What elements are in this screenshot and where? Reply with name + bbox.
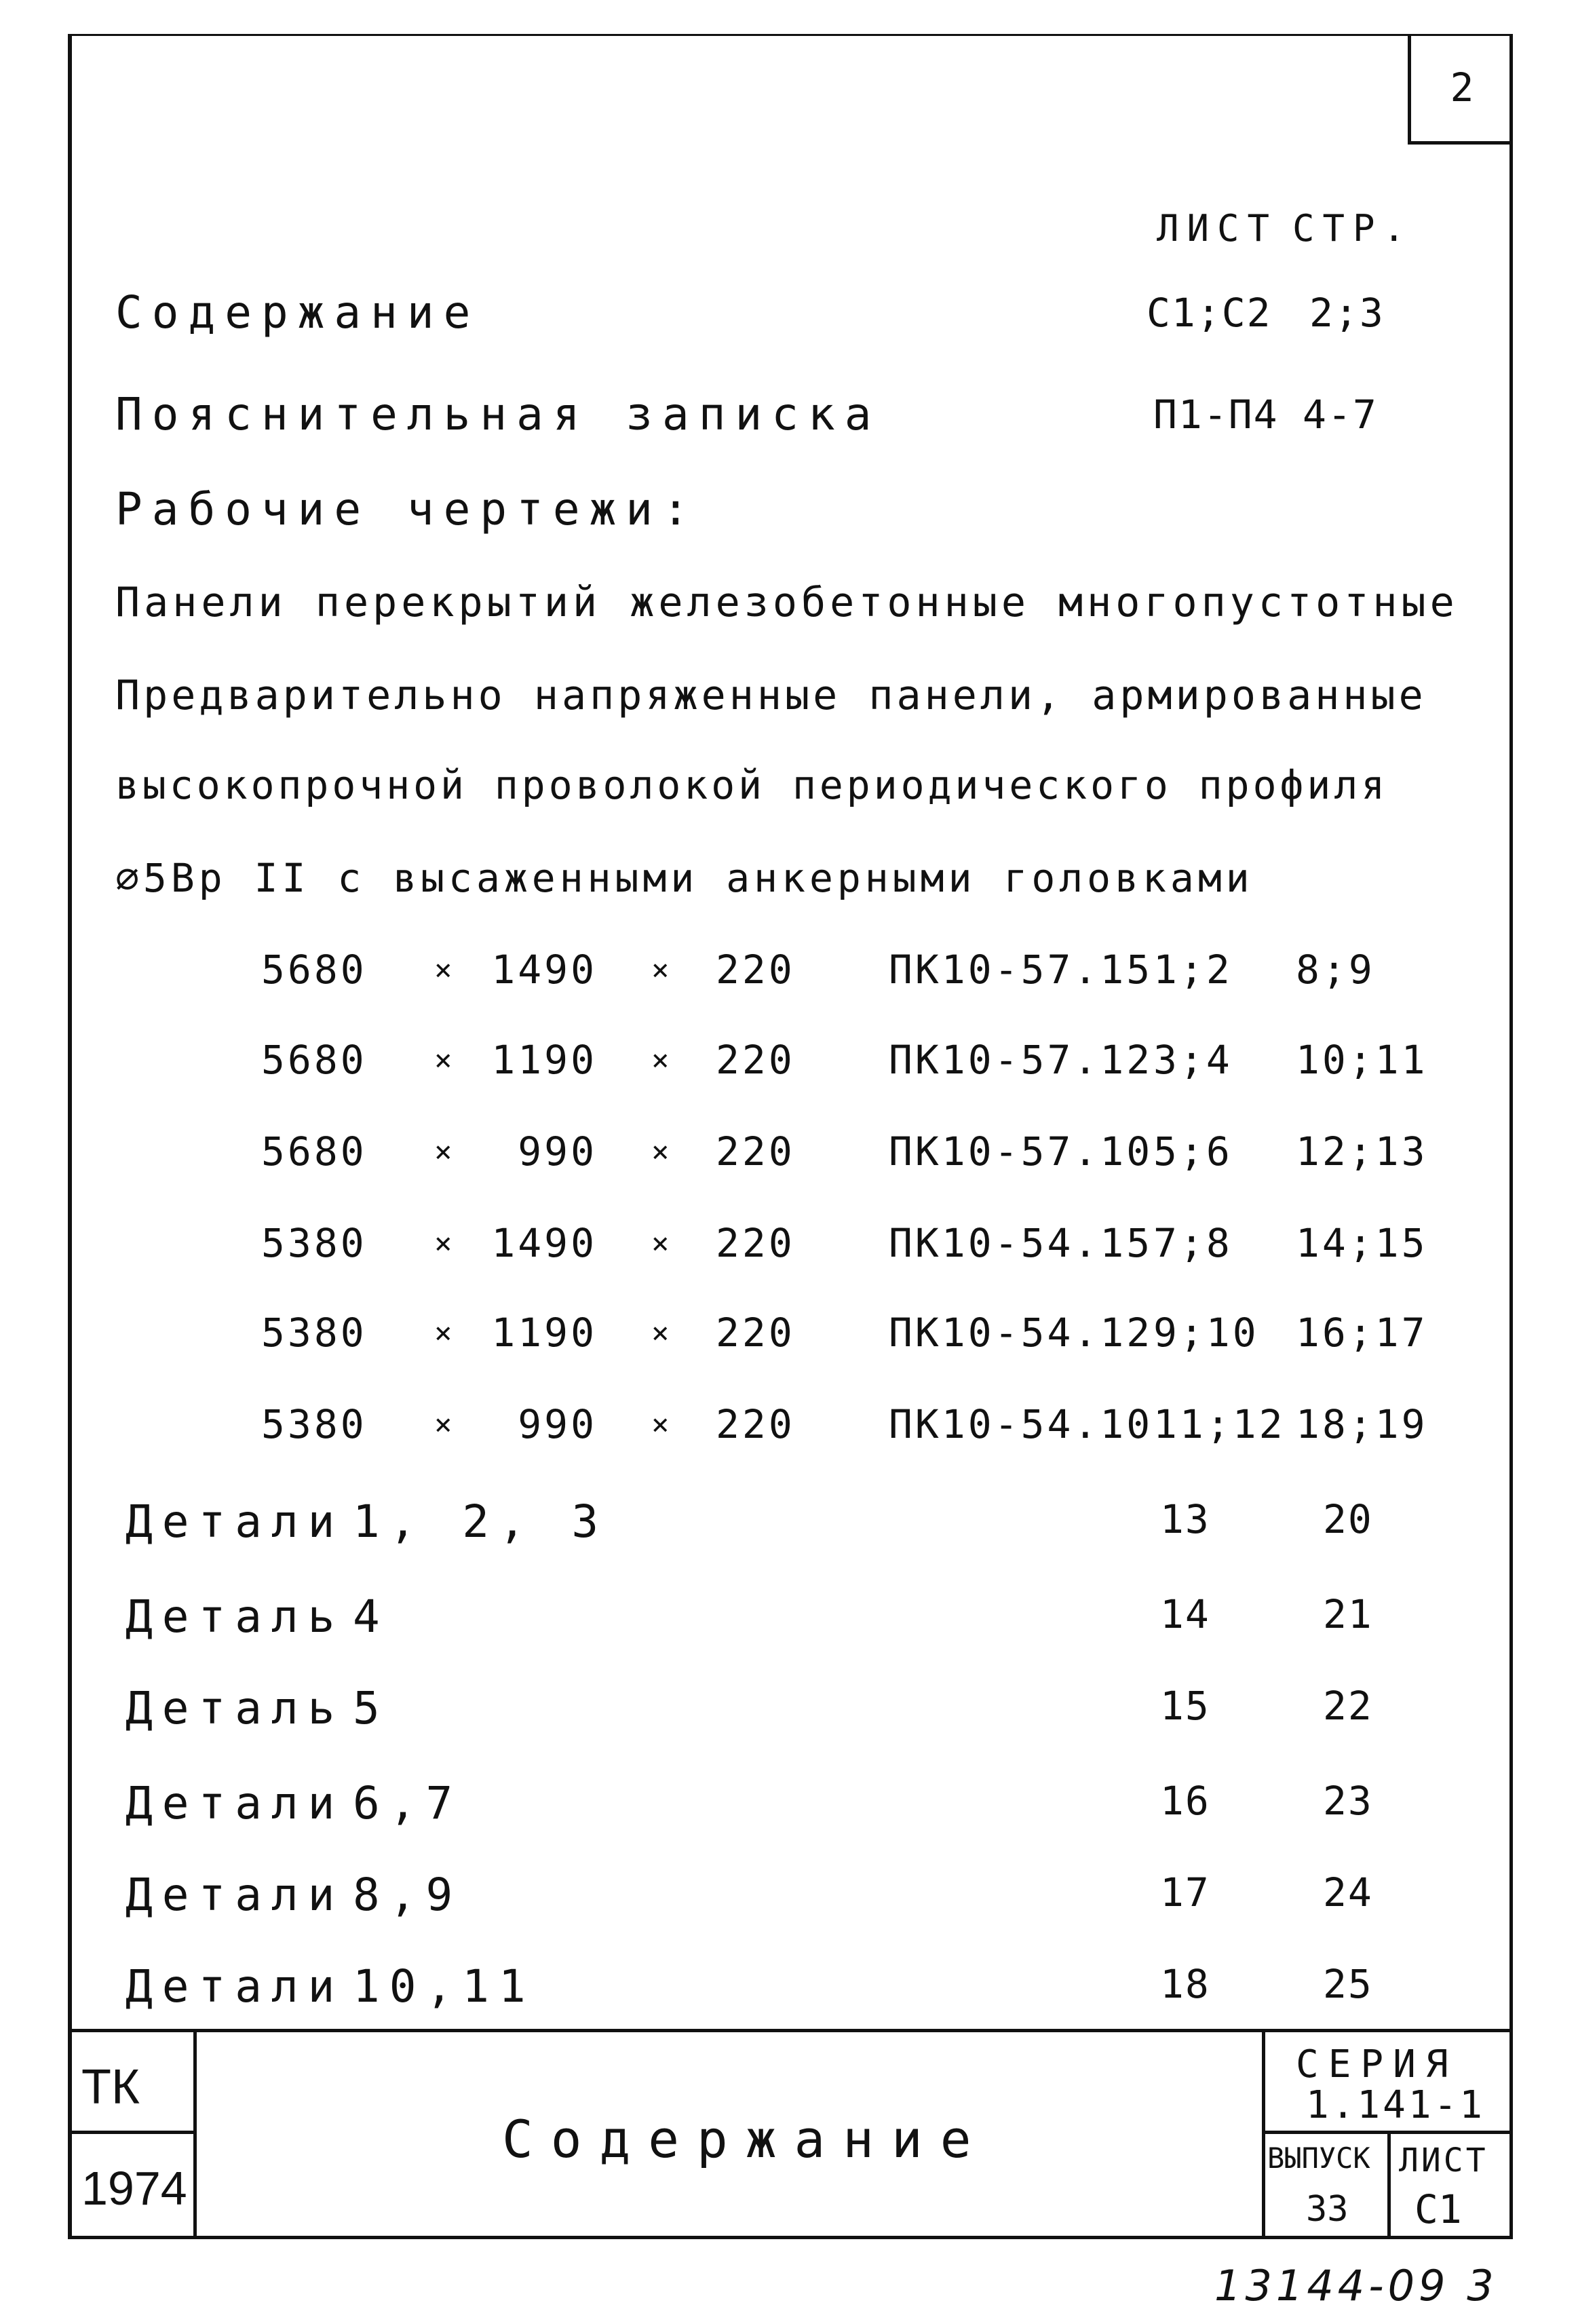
times-sign: × bbox=[434, 1226, 455, 1261]
panel-page: 14;15 bbox=[1296, 1220, 1428, 1266]
detail-sheet: 16 bbox=[1160, 1778, 1210, 1824]
detail-page: 24 bbox=[1323, 1869, 1373, 1916]
intro-line-4: ⌀5Вр II с высаженными анкерными головками bbox=[115, 855, 1254, 901]
panel-mark: ПК10-57.15 bbox=[889, 947, 1153, 993]
working-drawings-heading: Рабочие чертежи: bbox=[115, 483, 699, 535]
toc-sheet-note: П1-П4 bbox=[1153, 392, 1279, 438]
times-sign: × bbox=[434, 1043, 455, 1078]
detail-page: 22 bbox=[1323, 1683, 1373, 1729]
detail-sheet: 15 bbox=[1160, 1683, 1210, 1729]
toc-sheet-contents: С1;С2 bbox=[1147, 290, 1272, 336]
panel-page: 12;13 bbox=[1296, 1128, 1428, 1175]
detail-page: 20 bbox=[1323, 1496, 1373, 1542]
detail-label: Деталь bbox=[126, 1682, 345, 1734]
panel-mark: ПК10-54.12 bbox=[889, 1310, 1153, 1356]
panel-mark: ПК10-54.15 bbox=[889, 1220, 1153, 1266]
detail-number: 8,9 bbox=[353, 1869, 463, 1921]
column-header-sheet: ЛИСТ bbox=[1157, 207, 1278, 250]
stamp-issue-label: ВЫПУСК bbox=[1267, 2141, 1370, 2175]
title-block bbox=[68, 2029, 1513, 2239]
panel-width: 990 bbox=[518, 1401, 597, 1447]
panel-length: 5680 bbox=[261, 1037, 367, 1083]
panel-height: 220 bbox=[716, 1037, 795, 1083]
detail-sheet: 17 bbox=[1160, 1869, 1210, 1916]
panel-page: 16;17 bbox=[1296, 1310, 1428, 1356]
detail-label: Детали bbox=[126, 1869, 345, 1921]
detail-sheet: 13 bbox=[1160, 1496, 1210, 1542]
panel-sheet: 9;10 bbox=[1153, 1310, 1259, 1356]
panel-width: 1190 bbox=[491, 1310, 597, 1356]
panel-width: 990 bbox=[518, 1128, 597, 1175]
panel-sheet: 5;6 bbox=[1153, 1128, 1233, 1175]
panel-page: 18;19 bbox=[1296, 1401, 1428, 1447]
detail-sheet: 14 bbox=[1160, 1591, 1210, 1637]
panel-sheet: 1;2 bbox=[1153, 947, 1233, 993]
detail-number: 5 bbox=[353, 1682, 389, 1734]
times-sign: × bbox=[651, 1407, 672, 1442]
detail-number: 1, 2, 3 bbox=[353, 1496, 609, 1548]
times-sign: × bbox=[434, 953, 455, 987]
panel-sheet: 7;8 bbox=[1153, 1220, 1233, 1266]
detail-page: 23 bbox=[1323, 1778, 1373, 1824]
panel-height: 220 bbox=[716, 1128, 795, 1175]
stamp-sheet-label: ЛИСТ bbox=[1399, 2141, 1488, 2179]
detail-label: Деталь bbox=[126, 1590, 345, 1643]
toc-title-contents: Содержание bbox=[115, 286, 480, 339]
stamp-title: Содержание bbox=[502, 2109, 989, 2169]
intro-line-3: высокопрочной проволокой периодического профиля bbox=[115, 762, 1389, 808]
panel-width: 1190 bbox=[491, 1037, 597, 1083]
panel-length: 5380 bbox=[261, 1310, 367, 1356]
times-sign: × bbox=[434, 1135, 455, 1169]
panel-page: 8;9 bbox=[1296, 947, 1375, 993]
times-sign: × bbox=[434, 1316, 455, 1350]
panel-sheet: 3;4 bbox=[1153, 1037, 1233, 1083]
detail-page: 21 bbox=[1323, 1591, 1373, 1637]
stamp-series-label: СЕРИЯ bbox=[1296, 2042, 1458, 2087]
stamp-org: ТК bbox=[81, 2060, 140, 2114]
panel-height: 220 bbox=[716, 947, 795, 993]
intro-line-1: Панели перекрытий железобетонные многопустотные bbox=[115, 579, 1459, 626]
panel-height: 220 bbox=[716, 1310, 795, 1356]
footer-code: 13144-09 3 bbox=[1214, 2261, 1498, 2310]
detail-label: Детали bbox=[126, 1960, 345, 2013]
panel-length: 5380 bbox=[261, 1220, 367, 1266]
times-sign: × bbox=[651, 1226, 672, 1261]
detail-number: 6,7 bbox=[353, 1777, 463, 1829]
times-sign: × bbox=[651, 1316, 672, 1350]
panel-mark: ПК10-54.10 bbox=[889, 1401, 1153, 1447]
detail-sheet: 18 bbox=[1160, 1961, 1210, 2007]
detail-label: Детали bbox=[126, 1777, 345, 1829]
panel-width: 1490 bbox=[491, 947, 597, 993]
stamp-issue-value: 33 bbox=[1306, 2189, 1349, 2230]
detail-label: Детали bbox=[126, 1496, 345, 1548]
panel-width: 1490 bbox=[491, 1220, 597, 1266]
page-number: 2 bbox=[1450, 64, 1474, 111]
panel-mark: ПК10-57.12 bbox=[889, 1037, 1153, 1083]
toc-title-note: Пояснительная записка bbox=[115, 388, 881, 440]
times-sign: × bbox=[651, 1135, 672, 1169]
detail-number: 10,11 bbox=[353, 1960, 535, 2013]
panel-length: 5680 bbox=[261, 947, 367, 993]
page-number-box bbox=[1408, 34, 1513, 145]
detail-page: 25 bbox=[1323, 1961, 1373, 2007]
stamp-sheet-value: С1 bbox=[1415, 2186, 1462, 2232]
panel-mark: ПК10-57.10 bbox=[889, 1128, 1153, 1175]
panel-length: 5380 bbox=[261, 1401, 367, 1447]
detail-number: 4 bbox=[353, 1590, 389, 1643]
intro-line-2: Предварительно напряженные панели, армированные bbox=[115, 672, 1427, 719]
times-sign: × bbox=[651, 1043, 672, 1078]
panel-height: 220 bbox=[716, 1401, 795, 1447]
stamp-year: 1974 bbox=[81, 2162, 187, 2215]
toc-page-contents: 2;3 bbox=[1309, 290, 1385, 336]
panel-sheet: 11;12 bbox=[1153, 1401, 1286, 1447]
panel-height: 220 bbox=[716, 1220, 795, 1266]
column-header-page: СТР. bbox=[1292, 207, 1414, 250]
toc-page-note: 4-7 bbox=[1303, 392, 1378, 438]
times-sign: × bbox=[651, 953, 672, 987]
panel-page: 10;11 bbox=[1296, 1037, 1428, 1083]
panel-length: 5680 bbox=[261, 1128, 367, 1175]
times-sign: × bbox=[434, 1407, 455, 1442]
stamp-series-value: 1.141-1 bbox=[1306, 2083, 1486, 2127]
